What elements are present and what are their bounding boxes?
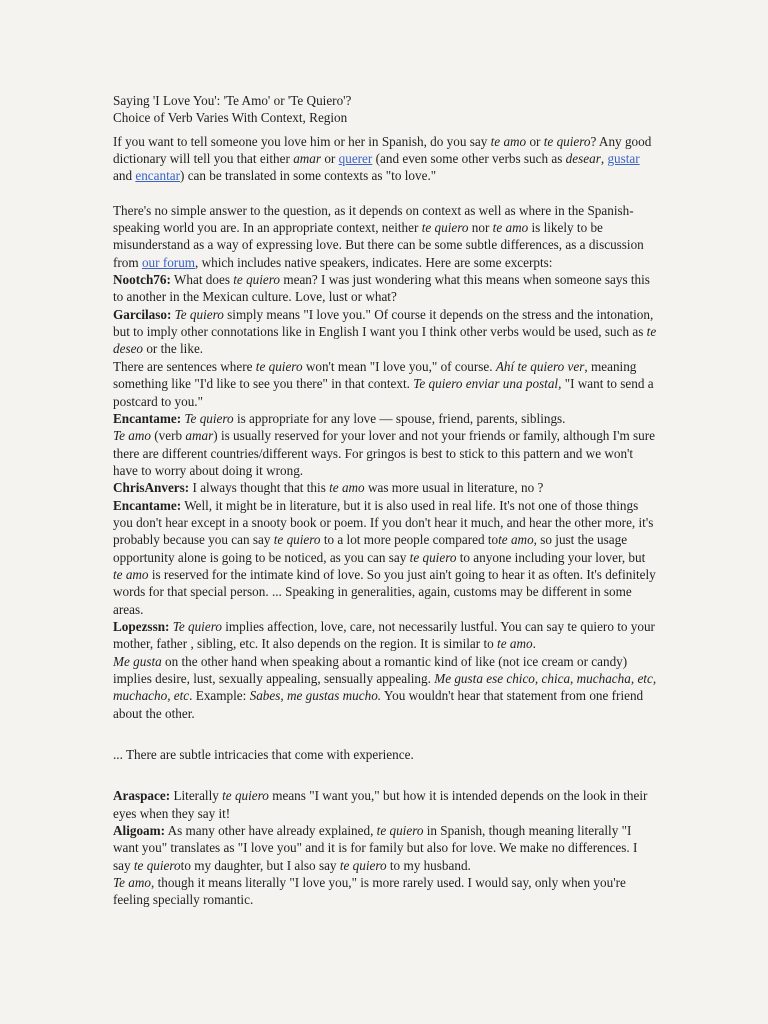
text: (and even some other verbs such as (372, 151, 566, 167)
text: I always thought that this (189, 480, 330, 496)
querer-link[interactable]: querer (338, 151, 373, 167)
text: As many other have already explained, (165, 823, 377, 839)
encantar-link[interactable]: encantar (135, 168, 180, 184)
text: is reserved for the intimate kind of love. So you just ain't going to hear it as often. It's definitely words for that special person. ... Speaking in generalities, again, customs may be different in some areas. (113, 566, 656, 617)
excerpt-aligoam (113, 822, 658, 874)
text: is likely to be misunderstand as a way of expressing love. But there can be some subtle differences, as a discussion from (113, 220, 644, 270)
text: on the other hand when speaking about a romantic kind of like (not ice cream or candy) implies desire, lust, sexually appealing, sensually appealing. (113, 653, 628, 686)
text: Well, it might be in literature, but it is also used in real life. It's not one of those things you don't hear except in a snooty book or poem. If you don't hear it much, and hear the other more, it's probably because you can say (113, 497, 654, 548)
text: ? Any good dictionary will tell you that either (113, 133, 652, 167)
excerpt-nootch76 (113, 271, 658, 306)
text: Literally (170, 788, 223, 804)
text: . Example: (189, 688, 250, 704)
author-name: Nootch76: (113, 272, 171, 288)
spacer (113, 763, 658, 787)
term: te amo (329, 480, 365, 496)
text: or the like. (143, 341, 204, 357)
excerpt-encantame-2 (113, 497, 658, 618)
excerpt-lopezssn (113, 618, 658, 653)
term: te quiero (339, 857, 387, 873)
term: te deseo (113, 324, 657, 357)
article-body (113, 92, 658, 909)
term: te quiero (255, 358, 303, 374)
author-name: ChrisAnvers: (113, 480, 190, 496)
text: in Spanish, though meaning literally "I want you" translates as "I love you" and it is for family but also for love. We make no differences. I say (113, 823, 638, 873)
text: means "I want you," but how it is intended depends on the look in their eyes when they say it! (113, 788, 648, 821)
excerpt-encantame-1-continued (113, 427, 658, 479)
term: Sabes, me gustas mucho. (249, 688, 382, 704)
text: to a lot more people compared to (320, 532, 499, 548)
term: te amo (497, 636, 533, 652)
text: (verb (150, 428, 186, 444)
author-name: Garcilaso: (113, 306, 172, 322)
context-paragraph (113, 202, 658, 271)
text: won't mean "I love you," of course. (302, 358, 496, 374)
author-name: Lopezssn: (113, 618, 170, 634)
term-te-amo: te amo (490, 133, 527, 149)
text: nor (468, 220, 493, 236)
text: There are sentences where (113, 358, 256, 374)
text: to my husband. (386, 857, 471, 873)
term-amar: amar (293, 151, 322, 167)
text: What does (170, 272, 234, 288)
excerpt-garcilaso (113, 306, 658, 358)
term: te quiero (376, 823, 424, 839)
text: and (113, 168, 136, 184)
term: te amo (113, 566, 149, 582)
text: If you want to tell someone you love him or her in Spanish, do you say (113, 133, 491, 149)
text: or (321, 151, 339, 167)
term: te quiero (233, 272, 281, 288)
excerpt-encantame-1 (113, 410, 658, 427)
term: te quiero (133, 857, 181, 873)
term-te-quiero: te quiero (421, 220, 469, 236)
spacer (113, 722, 658, 746)
text: to my daughter, but I also say (180, 857, 340, 873)
term: Ahí te quiero ver (495, 358, 585, 374)
author-name: Encantame: (113, 497, 182, 513)
text: implies affection, love, care, not necessarily lustful. You can say te quiero to your mother, father , sibling, etc. It also depends on the region. It is similar to (113, 618, 655, 652)
term: Me gusta (113, 653, 162, 669)
author-name: Encantame: (113, 410, 182, 426)
term: te quiero (273, 532, 321, 548)
excerpt-chrisanvers (113, 479, 658, 496)
text: , meaning something like "I'd like to see you there" in that context. (113, 358, 637, 392)
text: , which includes native speakers, indicates. Here are some excerpts: (195, 254, 553, 270)
text: mean? I was just wondering what this means when someone says this to another in the Mexican culture. Love, lust or what? (113, 272, 650, 305)
term-te-amo: te amo (492, 220, 529, 236)
text: ) can be translated in some contexts as "to love." (180, 168, 437, 184)
text: or (526, 133, 544, 149)
term: Te quiero (184, 410, 234, 426)
term-desear: desear (565, 151, 601, 167)
term: Te quiero (174, 306, 224, 322)
article-title (113, 92, 658, 127)
text: . (532, 636, 536, 652)
author-name: Araspace: (113, 788, 171, 804)
term: Te quiero enviar una postal, (413, 376, 562, 392)
term: te quiero (222, 788, 269, 804)
term: Te amo (113, 875, 151, 891)
text: , so just the usage opportunity alone is going to be noticed, as you can say (113, 532, 628, 565)
spacer (113, 185, 658, 202)
text: simply means "I love you." Of course it depends on the stress and the intonation, but to imply other connotations like in English I want you I think other verbs would be used, such as (113, 306, 654, 340)
term: amar (185, 428, 214, 444)
text: to anyone including your lover, but (456, 549, 646, 565)
excerpt-garcilaso-continued (113, 358, 658, 410)
excerpt-lopezssn-continued (113, 653, 658, 722)
author-name: Aligoam: (113, 823, 166, 839)
forum-link[interactable]: our forum (141, 254, 196, 270)
term: Te quiero (172, 618, 222, 634)
text: There's no simple answer to the question, as it depends on context as well as where in the Spanish-speaking world you are. In an appropriate context, neither (113, 202, 634, 236)
text: "I want to send a postcard to you." (113, 376, 654, 409)
excerpt-aligoam-continued (113, 874, 658, 909)
interlude-paragraph: ... There are subtle intricacies that come with experience. (113, 747, 414, 763)
excerpt-araspace (113, 787, 658, 822)
text: is appropriate for any love — spouse, friend, parents, siblings. (233, 410, 566, 426)
term: Te amo (113, 428, 151, 444)
text: , (600, 151, 608, 167)
gustar-link[interactable]: gustar (607, 151, 640, 167)
term: Me gusta ese chico, chica, muchacha, etc, muchacho, etc (113, 671, 657, 704)
intro-paragraph (113, 133, 658, 185)
text: was more usual in literature, no ? (364, 480, 544, 496)
title-line-1: Saying 'I Love You': 'Te Amo' or 'Te Quiero'? (113, 93, 352, 108)
term-te-quiero: te quiero (543, 133, 591, 149)
text: , though it means literally "I love you," is more rarely used. I would say, only when you're feeling specially romantic. (113, 875, 626, 908)
term: te quiero (409, 549, 457, 565)
term: te amo (498, 532, 534, 548)
text: You wouldn't hear that statement from one friend about the other. (113, 688, 644, 721)
title-line-2: Choice of Verb Varies With Context, Region (113, 110, 348, 126)
text: ) is usually reserved for your lover and not your friends or family, although I'm sure there are different countries/different ways. For gringos is best to stick to this pattern and we won't have to worry about doing it wrong. (113, 428, 655, 478)
